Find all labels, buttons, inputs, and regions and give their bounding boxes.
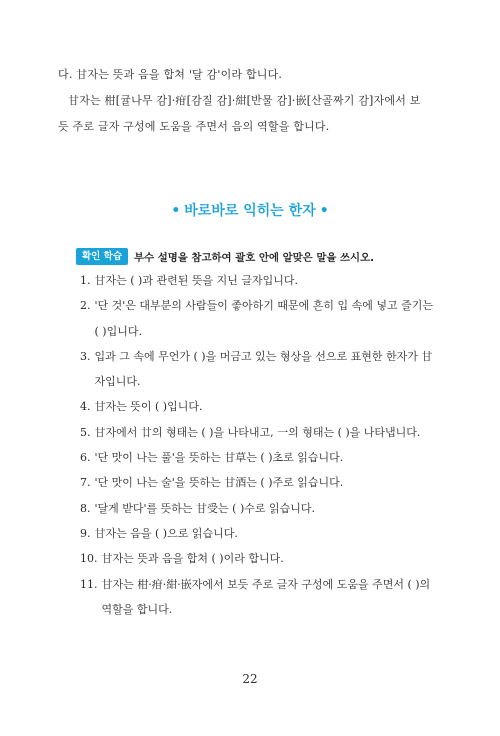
question-text: 甘자는 음을 ( )으로 읽습니다. (94, 526, 238, 540)
question-item (80, 344, 440, 395)
question-text: 甘자에서 廿의 형태는 ( )을 나타내고, 一의 형태는 ( )을 나타냅니다. (94, 425, 421, 439)
question-number: 9. (80, 526, 91, 540)
question-text: '달게 받다'를 뜻하는 甘受는 ( )수로 읽습니다. (94, 501, 315, 515)
question-number: 3. (80, 349, 91, 363)
question-item (80, 572, 440, 623)
instruction-line (76, 248, 436, 265)
intro-line-1: 다. 甘자는 뜻과 음을 합쳐 '달 감'이라 합니다. (58, 68, 283, 81)
question-item (80, 420, 440, 445)
question-item (80, 496, 440, 521)
question-number: 1. (80, 274, 91, 287)
question-text: 甘자는 ( )과 관련된 뜻을 지닌 글자입니다. (94, 274, 298, 287)
section-title (0, 200, 500, 220)
question-text: 甘자는 뜻과 음을 합쳐 ( )이라 합니다. (101, 552, 284, 566)
question-item (80, 470, 440, 495)
instruction-badge: 확인 학습 (76, 248, 128, 265)
question-text: '단 맛이 나는 풀'을 뜻하는 甘草는 ( )초로 읽습니다. (94, 451, 344, 465)
question-item (80, 445, 440, 470)
intro-line-3: 듯 주로 글자 구성에 도움을 주면서 음의 역할을 합니다. (58, 120, 330, 133)
question-item (80, 293, 440, 344)
question-number: 8. (80, 501, 91, 515)
question-text: '단 맛이 나는 술'을 뜻하는 甘酒는 ( )주로 읽습니다. (94, 476, 344, 490)
bullet-right: • (319, 203, 329, 219)
question-item (80, 394, 440, 419)
question-list (80, 268, 440, 622)
instruction-text: 부수 설명을 참고하여 괄호 안에 알맞은 말을 쓰시오. (134, 252, 375, 264)
page-number: 22 (242, 672, 258, 686)
question-item (80, 546, 440, 571)
bullet-left: • (171, 203, 181, 219)
question-item (80, 268, 440, 293)
question-item (80, 521, 440, 546)
question-number: 2. (80, 299, 91, 313)
question-text: 甘자는 柑·疳·紺·嵌자에서 보듯 주로 글자 구성에 도움을 주면서 ( )의 역할을 합니다. (101, 577, 431, 616)
question-text: 甘자는 뜻이 ( )입니다. (94, 400, 203, 414)
question-number: 4. (80, 400, 91, 414)
question-text: '단 것'은 대부분의 사람들이 좋아하기 때문에 흔히 입 속에 넣고 즐기는 ( )입니다. (94, 299, 434, 338)
intro-paragraph (58, 62, 448, 140)
intro-line-2: 甘자는 柑[귤나무 감]·疳[감질 감]·紺[반물 감]·嵌[산골짜기 감]자에서 보 (68, 94, 421, 107)
question-text: 입과 그 속에 무언가 ( )을 머금고 있는 형상을 선으로 표현한 한자가 甘자입니다. (94, 349, 433, 389)
question-number: 10. (80, 552, 98, 566)
question-number: 5. (80, 425, 91, 439)
question-number: 11. (80, 577, 98, 591)
question-number: 7. (80, 476, 91, 490)
question-number: 6. (80, 451, 91, 465)
section-title-text: 바로바로 익히는 한자 (184, 203, 316, 219)
